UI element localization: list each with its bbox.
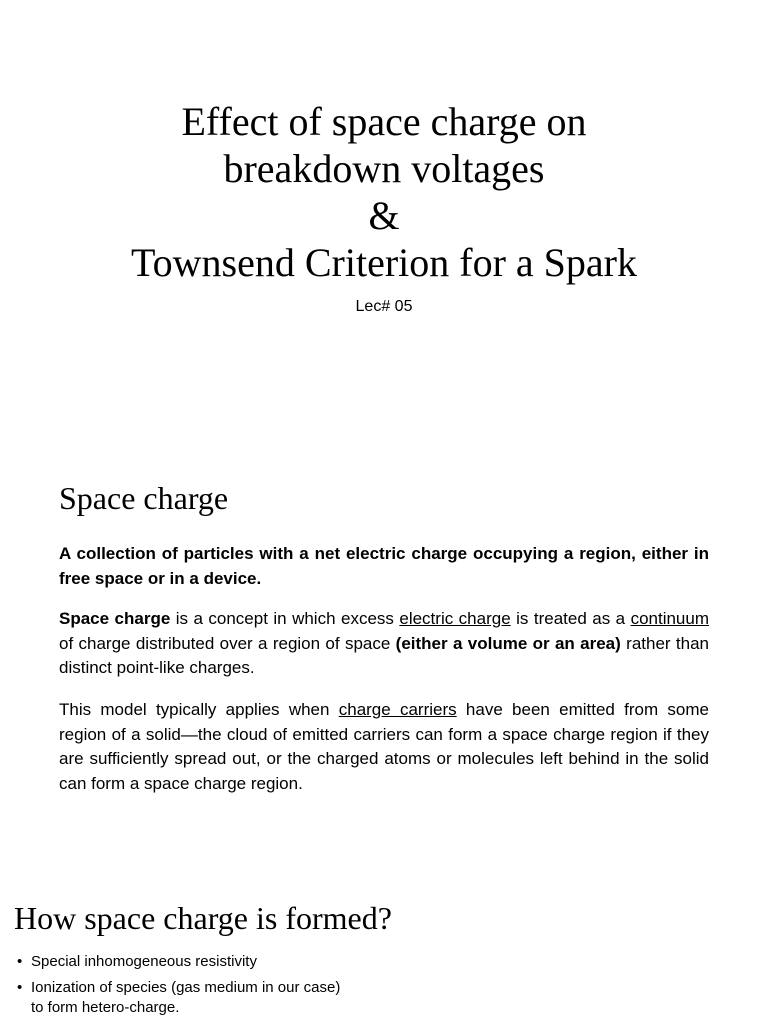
title-line: Effect of space charge on [181, 99, 587, 144]
title-line: & [368, 193, 400, 238]
bullet-list [17, 952, 347, 1024]
text-span: of charge distributed over a region of space [59, 633, 396, 653]
concept-paragraph [59, 607, 709, 681]
term-space-charge: Space charge [59, 609, 171, 628]
list-item-text: Ionization of species (gas medium in our case) to form hetero-charge. [31, 979, 341, 1016]
list-item-text: Special inhomogeneous resistivity [31, 953, 257, 970]
link-electric-charge[interactable]: electric charge [399, 609, 511, 628]
bullet-icon: • [17, 979, 23, 996]
link-charge-carriers[interactable]: charge carriers [338, 700, 457, 719]
list-item [17, 952, 347, 972]
text-span: have been emitted from some region of a solid—the cloud of emitted carriers can form a space charge region if they are sufficiently spread out, or the charged atoms or molecules left behind in the solid can form a space charge region. [59, 700, 709, 793]
emphasis-volume-area: (either a volume or an area) [395, 633, 621, 653]
section-heading-space-charge: Space charge [59, 480, 229, 516]
text-span: This model typically applies when [59, 700, 339, 719]
title-line: Townsend Criterion for a Spark [131, 240, 637, 285]
definition-paragraph: A collection of particles with a net electric charge occupying a region, either in free space or in a device. [59, 544, 709, 588]
text-span: is a concept in which excess [170, 609, 400, 628]
slide-title [0, 98, 768, 286]
lecture-number: Lec# 05 [355, 298, 413, 315]
model-paragraph [59, 698, 709, 796]
text-span: rather than distinct point-like charges. [59, 633, 709, 677]
text-span: is treated as a [510, 609, 631, 628]
list-item [17, 978, 347, 1018]
section-heading-formation: How space charge is formed? [14, 900, 392, 936]
link-continuum[interactable]: continuum [630, 609, 709, 628]
bullet-icon: • [17, 953, 23, 970]
title-line: breakdown voltages [223, 146, 545, 191]
